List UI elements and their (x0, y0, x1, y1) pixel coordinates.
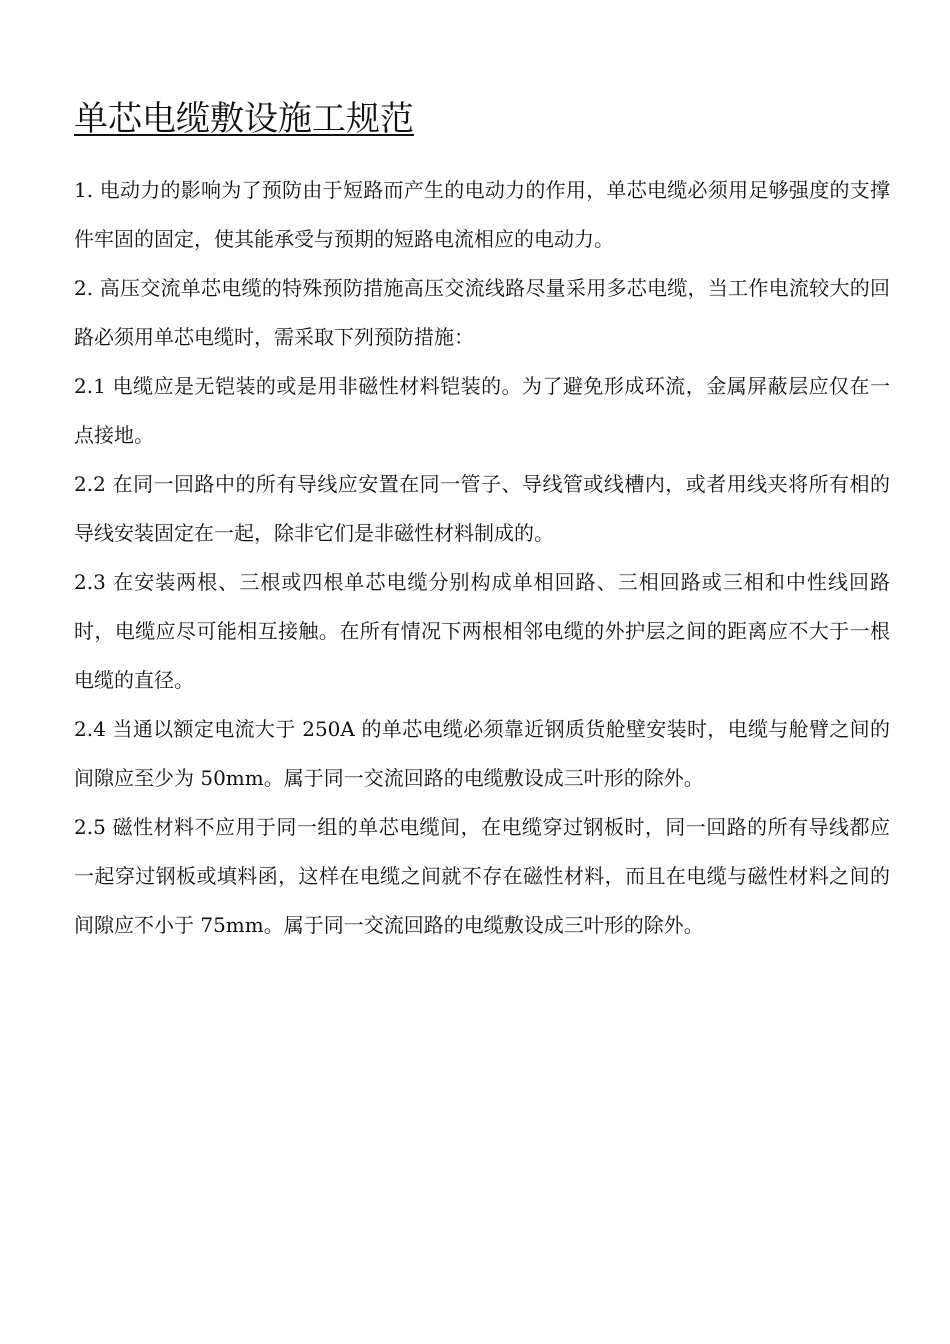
paragraph-2-3: 2.3 在安装两根、三根或四根单芯电缆分别构成单相回路、三相回路或三相和中性线回路时，电缆应尽可能相互接触。在所有情况下两根相邻电缆的外护层之间的距离应不大于一根电缆的直径。 (74, 570, 890, 692)
paragraph-2-4: 2.4 当通以额定电流大于 250A 的单芯电缆必须靠近钢质货舱壁安装时，电缆与舱臂之间的间隙应至少为 50mm。属于同一交流回路的电缆敷设成三叶形的除外。 (74, 717, 890, 790)
document-page (74, 96, 890, 950)
paragraph-1: 1. 电动力的影响为了预防由于短路而产生的电动力的作用，单芯电缆必须用足够强度的支撑件牢固的固定，使其能承受与预期的短路电流相应的电动力。 (74, 178, 890, 251)
paragraph-2: 2. 高压交流单芯电缆的特殊预防措施高压交流线路尽量采用多芯电缆，当工作电流较大的回路必须用单芯电缆时，需采取下列预防措施： (74, 276, 890, 349)
paragraph-2-1: 2.1 电缆应是无铠装的或是用非磁性材料铠装的。为了避免形成环流，金属屏蔽层应仅在一点接地。 (74, 374, 890, 447)
paragraph-2-5: 2.5 磁性材料不应用于同一组的单芯电缆间，在电缆穿过钢板时，同一回路的所有导线都应一起穿过钢板或填料函，这样在电缆之间就不存在磁性材料，而且在电缆与磁性材料之间的间隙应不小于 75mm。属于同一交流回路的电缆敷设成三叶形的除外。 (74, 815, 890, 937)
paragraph-2-2: 2.2 在同一回路中的所有导线应安置在同一管子、导线管或线槽内，或者用线夹将所有相的导线安装固定在一起，除非它们是非磁性材料制成的。 (74, 472, 890, 545)
document-title: 单芯电缆敷设施工规范 (74, 99, 414, 139)
